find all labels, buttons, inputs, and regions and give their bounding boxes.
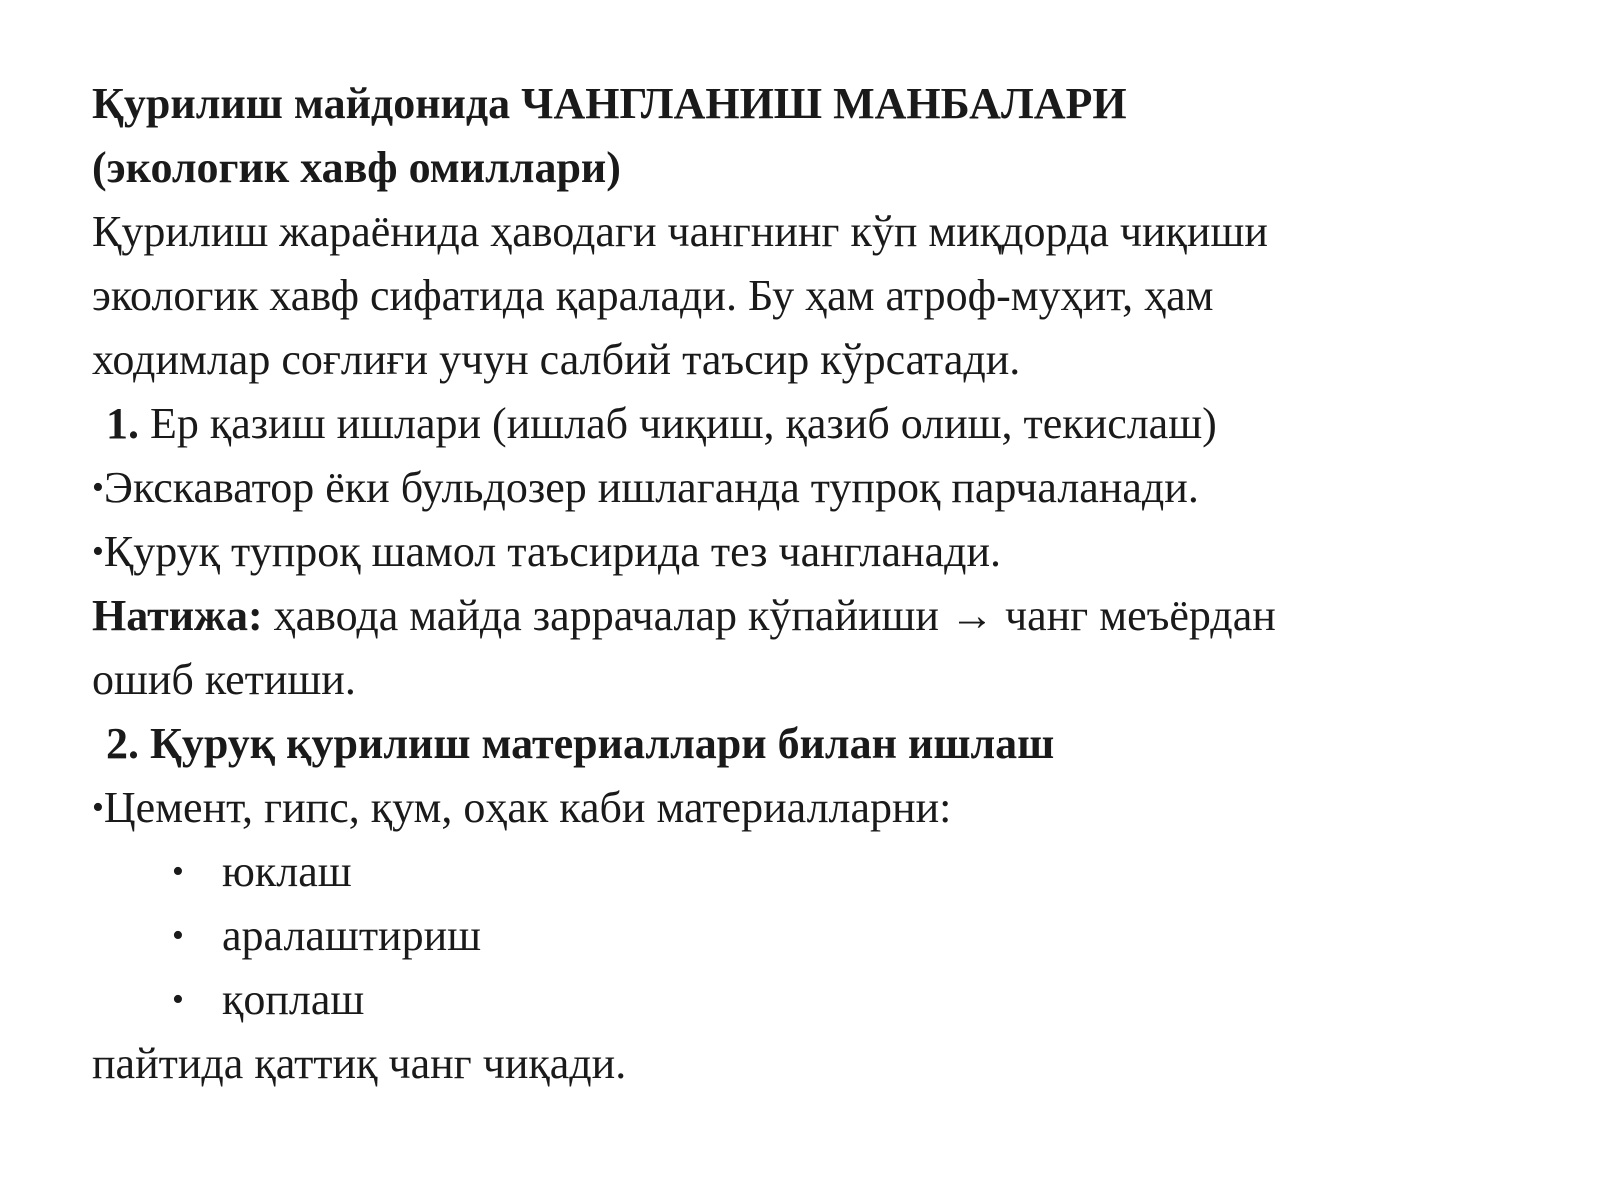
bullet-icon: • [172,981,184,1018]
section1-bullet-text-1: Экскаватор ёки бульдозер ишлаганда тупроқ парчаланади. [103,463,1199,512]
section1-title: Ер қазиш ишлари (ишлаб чиқиш, қазиб олиш, текислаш) [139,399,1217,448]
sub-list-item [92,840,1572,904]
sub-item-text-1: юклаш [222,847,352,896]
bullet-icon: • [92,533,104,570]
section1-bullet-1 [92,456,1572,520]
section2-bullet-text: Цемент, гипс, қум, оҳак каби материалларни: [103,783,952,832]
sub-item-text-3: қоплаш [222,975,365,1024]
sub-list-item [92,968,1572,1032]
slide-content [92,72,1572,1096]
bullet-icon: • [172,853,184,890]
intro-line-2: экологик хавф сифатида қаралади. Бу ҳам атроф-муҳит, ҳам [92,271,1214,320]
sub-list-item [92,904,1572,968]
section1-heading [92,392,1572,456]
bullet-icon: • [92,789,104,826]
section1-bullet-2 [92,520,1572,584]
section1-result-cont: ошиб кетиши. [92,655,356,704]
bullet-icon: • [92,469,104,506]
section1-number: 1. [106,399,139,448]
intro-line-1: Қурилиш жараёнида ҳаводаги чангнинг кўп миқдорда чиқиши [92,207,1268,256]
result-text: ҳавода майда заррачалар кўпайиши → чанг меъёрдан [262,591,1276,640]
title-line-2: (экологик хавф омиллари) [92,143,621,192]
bullet-icon: • [172,917,184,954]
intro-line-3: ходимлар соғлиғи учун салбий таъсир кўрсатади. [92,335,1021,384]
result-label: Натижа: [92,591,263,640]
section1-bullet-text-2: Қуруқ тупроқ шамол таъсирида тез чангланади. [103,527,1002,576]
section2-heading: 2. Қуруқ қурилиш материаллари билан ишлаш [106,719,1055,768]
sub-item-text-2: аралаштириш [222,911,482,960]
section2-closing: пайтида қаттиқ чанг чиқади. [92,1039,627,1088]
section1-result [92,584,1572,648]
section2-bullet [92,776,1572,840]
title-line-1: Қурилиш майдонида ЧАНГЛАНИШ МАНБАЛАРИ [92,79,1127,128]
